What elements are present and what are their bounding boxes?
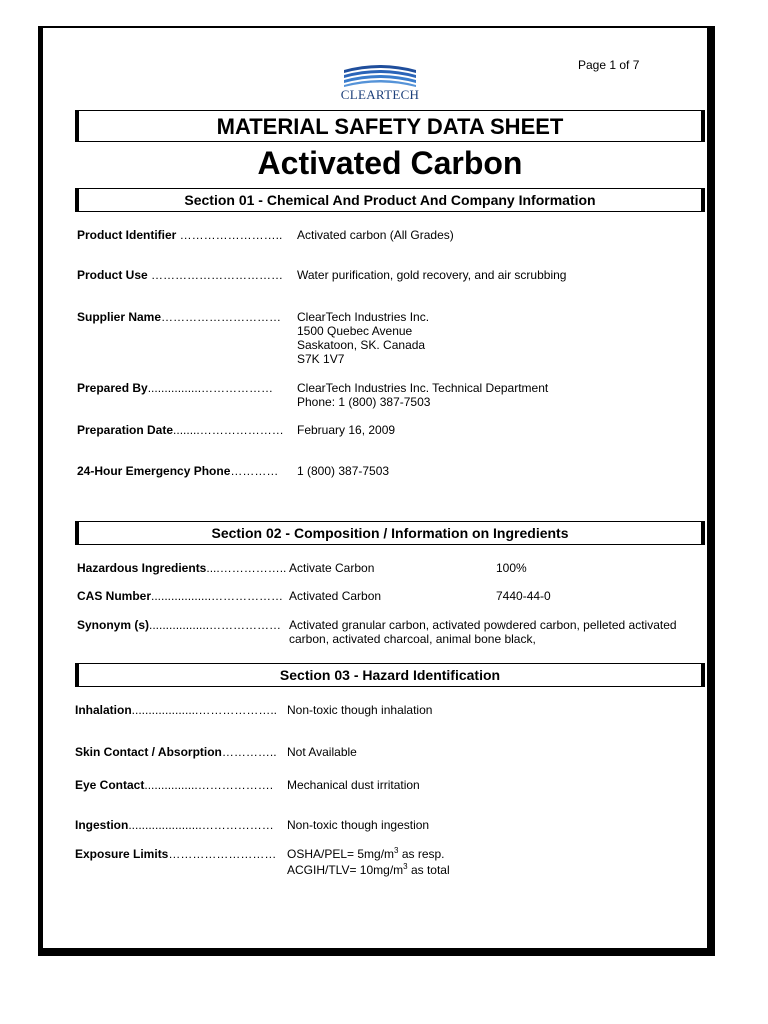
section-01-header — [75, 188, 705, 212]
page-border-top — [38, 26, 715, 28]
document-title: MATERIAL SAFETY DATA SHEET — [216, 114, 564, 139]
section-02-header — [75, 521, 705, 545]
cleartech-logo — [340, 60, 420, 104]
section-03-title: Section 03 - Hazard Identification — [279, 667, 501, 683]
exposure-osha: OSHA/PEL= $5mg/m^3$ as resp. — [287, 846, 445, 861]
page-border-bottom — [38, 948, 715, 956]
water-waves-icon — [340, 60, 420, 90]
page-number: Page 1 of 7 — [578, 58, 640, 72]
page-border-right — [707, 26, 715, 956]
page-border-left — [38, 26, 43, 956]
exposure-acgih: ACGIH/TLV= $10mg/m^3$ as total — [287, 862, 450, 877]
document-title-box — [75, 110, 705, 142]
section-02-title: Section 02 - Composition / Information on Ingredients — [211, 525, 569, 541]
section-03-header — [75, 663, 705, 687]
logo-text: CLEARTECH — [340, 87, 420, 102]
product-name: Activated Carbon — [257, 145, 523, 181]
section-01-title: Section 01 - Chemical And Product And Company Information — [184, 192, 596, 208]
